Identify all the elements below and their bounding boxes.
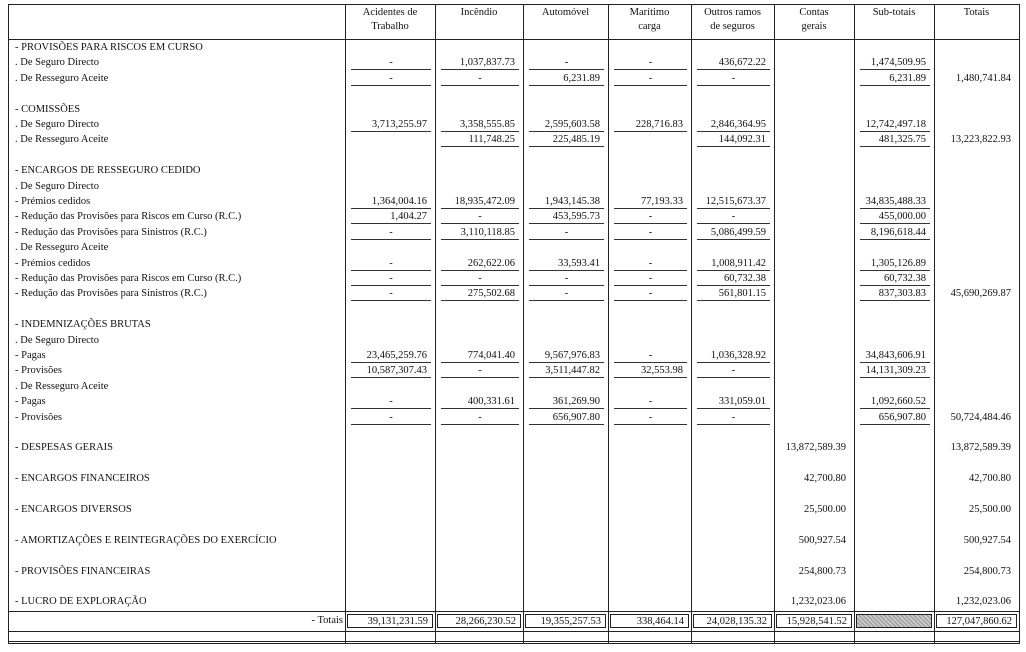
table-cell: 8,196,618.44 <box>860 226 930 240</box>
table-cell: 656,907.80 <box>529 411 604 425</box>
table-cell: 2,846,364.95 <box>697 118 770 132</box>
table-cell: - <box>351 272 431 286</box>
totals-cell <box>856 614 932 628</box>
table-cell: 331,059.01 <box>697 395 770 409</box>
column-header: Acidentes de Trabalho <box>362 7 418 32</box>
column-header: Contas gerais <box>799 7 829 32</box>
table-cell: 9,567,976.83 <box>529 349 604 363</box>
totals-cell: 28,266,230.52 <box>437 614 521 628</box>
table-cell: 23,465,259.76 <box>351 349 431 363</box>
totals-cell: 39,131,231.59 <box>347 614 433 628</box>
row-label: . De Seguro Directo <box>15 180 99 192</box>
table-cell: 254,800.73 <box>963 565 1011 577</box>
table-cell: - <box>351 395 431 409</box>
row-label: . De Resseguro Aceite <box>15 380 109 392</box>
table-cell: 34,843,606.91 <box>860 349 930 363</box>
table-cell: - <box>441 364 519 378</box>
table-cell: 3,511,447.82 <box>529 364 604 378</box>
column-header: Outros ramos de seguros <box>704 7 761 32</box>
table-cell: 1,364,004.16 <box>351 195 431 209</box>
table-cell: - <box>351 411 431 425</box>
row-label: - Redução das Provisões para Riscos em Curso (R.C.) <box>15 211 242 223</box>
row-label: . De Seguro Directo <box>15 57 99 69</box>
table-cell: 774,041.40 <box>441 349 519 363</box>
table-cell: - <box>614 287 687 301</box>
table-cell: - <box>529 272 604 286</box>
column-header: Automóvel <box>541 7 590 18</box>
table-cell: 13,872,589.39 <box>950 442 1011 454</box>
table-cell: - <box>697 72 770 86</box>
column-header: Sub-totais <box>872 7 916 18</box>
table-cell: 12,515,673.37 <box>697 195 770 209</box>
table-cell: - <box>614 226 687 240</box>
table-cell: 42,700.80 <box>804 473 846 485</box>
table-cell: - <box>614 257 687 271</box>
table-cell: 3,713,255.97 <box>351 118 431 132</box>
column-header: Totais <box>963 7 990 18</box>
table-cell: 6,231.89 <box>860 72 930 86</box>
table-cell: - <box>614 349 687 363</box>
table-cell: - <box>614 72 687 86</box>
row-label: . De Seguro Directo <box>15 119 99 130</box>
table-cell: - <box>614 210 687 224</box>
row-divider <box>9 611 1019 612</box>
table-cell: 1,232,023.06 <box>790 596 846 608</box>
table-cell: - <box>614 411 687 425</box>
table-cell: 60,732.38 <box>860 272 930 286</box>
table-cell: 1,474,509.95 <box>860 56 930 70</box>
table-cell: 656,907.80 <box>860 411 930 425</box>
row-label: . De Resseguro Aceite <box>15 242 109 254</box>
table-cell: 6,231.89 <box>529 72 604 86</box>
totals-cell: 338,464.14 <box>610 614 689 628</box>
table-cell: 60,732.38 <box>697 272 770 286</box>
row-label: - Redução das Provisões para Riscos em Curso (R.C.) <box>15 273 242 284</box>
column-divider <box>608 5 609 643</box>
totals-cell: 24,028,135.32 <box>693 614 772 628</box>
table-cell: - <box>441 411 519 425</box>
table-cell: - <box>697 210 770 224</box>
table-cell: 455,000.00 <box>860 210 930 224</box>
table-cell: 1,036,328.92 <box>697 349 770 363</box>
row-label: - Provisões <box>15 365 62 377</box>
totals-cell: 19,355,257.53 <box>525 614 606 628</box>
table-cell: 50,724,484.46 <box>950 411 1011 423</box>
row-label: - ENCARGOS DIVERSOS <box>15 504 132 515</box>
table-cell: 5,086,499.59 <box>697 226 770 240</box>
table-cell: 500,927.54 <box>798 534 846 546</box>
table-cell: 361,269.90 <box>529 395 604 409</box>
table-cell: 10,587,307.43 <box>351 364 431 378</box>
table-cell: - <box>529 226 604 240</box>
table-cell: 500,927.54 <box>963 534 1011 546</box>
table-cell: - <box>697 411 770 425</box>
row-label: - INDEMNIZAÇÕES BRUTAS <box>15 319 151 331</box>
row-label: - Prémios cedidos <box>15 257 91 269</box>
table-cell: 400,331.61 <box>441 395 519 409</box>
row-label: - Redução das Provisões para Sinistros (R.C.) <box>15 226 207 238</box>
table-cell: 1,943,145.38 <box>529 195 604 209</box>
row-label: . De Resseguro Aceite <box>15 72 109 84</box>
table-cell: - <box>441 272 519 286</box>
table-cell: 561,801.15 <box>697 287 770 301</box>
table-cell: - <box>614 395 687 409</box>
row-label: - ENCARGOS DE RESSEGURO CEDIDO <box>15 165 201 177</box>
table-cell: 453,595.73 <box>529 210 604 224</box>
column-divider <box>774 5 775 643</box>
row-label: - PROVISÕES PARA RISCOS EM CURSO <box>15 42 203 53</box>
row-label: - Redução das Provisões para Sinistros (R.C.) <box>15 288 207 300</box>
row-label: . De Resseguro Aceite <box>15 134 109 146</box>
table-cell: 225,485.19 <box>529 133 604 147</box>
financial-statement-table <box>8 4 1020 644</box>
totals-cell: 15,928,541.52 <box>776 614 852 628</box>
table-cell: 1,404.27 <box>351 210 431 224</box>
row-label: - PROVISÕES FINANCEIRAS <box>15 565 151 577</box>
table-cell: 1,008,911.42 <box>697 257 770 271</box>
column-divider <box>345 5 346 643</box>
table-cell: 25,500.00 <box>969 504 1011 515</box>
table-cell: 32,553.98 <box>614 364 687 378</box>
table-cell: 1,480,741.84 <box>955 72 1011 84</box>
row-label: - ENCARGOS FINANCEIROS <box>15 473 150 485</box>
table-cell: 34,835,488.33 <box>860 195 930 209</box>
table-cell: 436,672.22 <box>697 56 770 70</box>
table-cell: 1,232,023.06 <box>955 596 1011 608</box>
row-divider <box>9 39 1019 40</box>
table-cell: 837,303.83 <box>860 287 930 301</box>
table-cell: - <box>351 72 431 86</box>
totals-cell: 127,047,860.62 <box>936 614 1017 628</box>
row-label: - Pagas <box>15 350 46 361</box>
row-label: - AMORTIZAÇÕES E REINTEGRAÇÕES DO EXERCÍCIO <box>15 534 277 546</box>
table-cell: 275,502.68 <box>441 287 519 301</box>
column-divider <box>691 5 692 643</box>
table-cell: - <box>441 210 519 224</box>
table-cell: 144,092.31 <box>697 133 770 147</box>
table-cell: 262,622.06 <box>441 257 519 271</box>
table-cell: - <box>441 72 519 86</box>
table-cell: 2,595,603.58 <box>529 118 604 132</box>
table-cell: 25,500.00 <box>804 504 846 515</box>
table-cell: - <box>351 287 431 301</box>
column-divider <box>435 5 436 643</box>
row-divider <box>9 631 1019 632</box>
row-label: - Prémios cedidos <box>15 196 91 207</box>
table-cell: 3,110,118.85 <box>441 226 519 240</box>
table-cell: - <box>697 364 770 378</box>
table-cell: 18,935,472.09 <box>441 195 519 209</box>
row-label: - COMISSÕES <box>15 103 81 115</box>
table-cell: 77,193.33 <box>614 195 687 209</box>
table-cell: 13,223,822.93 <box>950 134 1011 146</box>
row-label: - DESPESAS GERAIS <box>15 442 114 454</box>
table-cell: 13,872,589.39 <box>785 442 846 454</box>
column-header: Marítimo carga <box>629 7 670 32</box>
table-cell: 1,037,837.73 <box>441 56 519 70</box>
table-cell: 111,748.25 <box>441 133 519 147</box>
row-divider <box>9 641 1019 642</box>
table-cell: - <box>614 272 687 286</box>
table-cell: - <box>529 287 604 301</box>
table-cell: - <box>351 226 431 240</box>
table-cell: 1,305,126.89 <box>860 257 930 271</box>
table-cell: - <box>614 56 687 70</box>
table-cell: 42,700.80 <box>969 473 1011 485</box>
column-divider <box>854 5 855 643</box>
table-cell: 45,690,269.87 <box>950 288 1011 300</box>
column-header: Incêndio <box>460 7 498 18</box>
table-cell: - <box>529 56 604 70</box>
table-cell: 3,358,555.85 <box>441 118 519 132</box>
row-label: - Provisões <box>15 411 62 423</box>
table-cell: 228,716.83 <box>614 118 687 132</box>
row-label: . De Seguro Directo <box>15 334 99 346</box>
totals-label: - Totais <box>311 615 343 626</box>
table-cell: 1,092,660.52 <box>860 395 930 409</box>
table-cell: - <box>351 56 431 70</box>
row-label: - LUCRO DE EXPLORAÇÃO <box>15 596 147 608</box>
table-cell: 254,800.73 <box>798 565 846 577</box>
table-cell: - <box>351 257 431 271</box>
column-divider <box>934 5 935 643</box>
row-label: - Pagas <box>15 396 46 408</box>
table-cell: 33,593.41 <box>529 257 604 271</box>
table-cell: 14,131,309.23 <box>860 364 930 378</box>
table-cell: 12,742,497.18 <box>860 118 930 132</box>
column-divider <box>523 5 524 643</box>
table-cell: 481,325.75 <box>860 133 930 147</box>
